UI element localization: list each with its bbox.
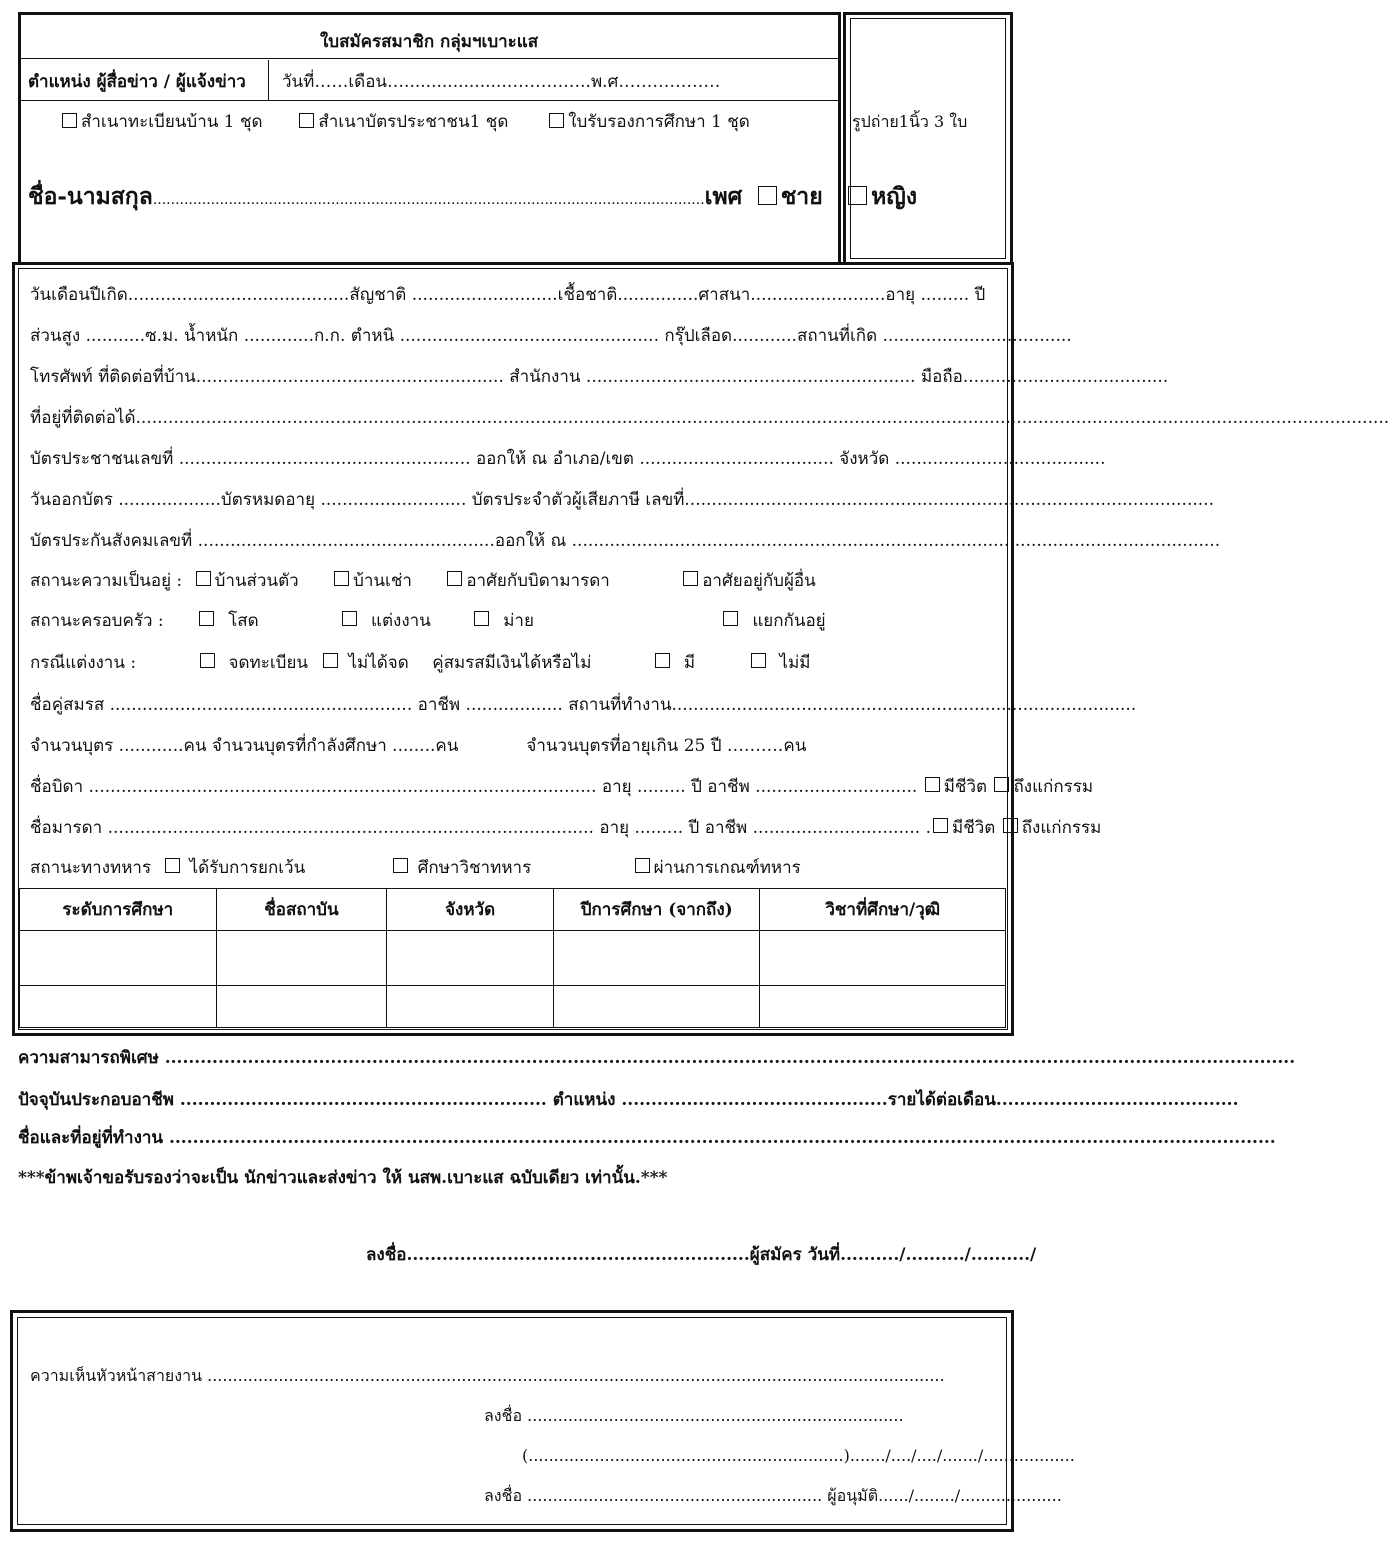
- name-label: ชื่อ-นามสกุล: [28, 183, 153, 210]
- residence-own-checkbox[interactable]: [196, 571, 211, 586]
- id-card-copy-checkbox[interactable]: [299, 113, 314, 128]
- workplace-field[interactable]: ชื่อและที่อยู่ที่ทำงาน ...........................................................................................................................................................................................: [18, 1128, 1276, 1148]
- father-fields[interactable]: ชื่อบิดา .............................................................................................. อายุ ......... ปี อาชีพ ..............................: [30, 777, 918, 797]
- body-row[interactable]: ส่วนสูง ...........ซ.ม. น้ำหนัก .............ก.ก. ตำหนิ ................................................ กรุ๊ปเลือด............สถานที่เกิด ...................................: [30, 326, 1072, 346]
- position-label: ตำแหน่ง ผู้สื่อข่าว / ผู้แจ้งข่าว: [28, 72, 246, 92]
- house-registration-checkbox[interactable]: [62, 113, 77, 128]
- father-alive-checkbox[interactable]: [925, 777, 940, 792]
- table-row[interactable]: [20, 986, 1006, 1028]
- table-cell[interactable]: [760, 931, 1006, 986]
- education-certificate-checkbox[interactable]: [549, 113, 564, 128]
- name-field[interactable]: ............................................................................................................................: [152, 192, 705, 208]
- education-header-row: [20, 889, 1006, 931]
- education-table: [19, 888, 1006, 1028]
- form-title: ใบสมัครสมาชิก กลุ่มฯเบาะแส: [320, 32, 539, 52]
- col-subject: วิชาที่ศึกษา/วุฒิ: [760, 889, 1006, 931]
- current-job-row[interactable]: ปัจจุบันประกอบอาชีพ .............................................................. ตำแหน่ง .............................................รายได้ต่อเดือน.........................................: [18, 1090, 1239, 1110]
- supervisor-signature-field[interactable]: ลงชื่อ ..........................................................................: [484, 1406, 904, 1425]
- military-training-checkbox[interactable]: [393, 858, 408, 873]
- mother-alive-checkbox[interactable]: [933, 818, 948, 833]
- table-cell[interactable]: [387, 931, 554, 986]
- military-conscripted-checkbox[interactable]: [635, 858, 650, 873]
- address-row[interactable]: ที่อยู่ที่ติดต่อได้........................................................................................................................................................................................................................................: [30, 408, 1389, 428]
- col-institution: ชื่อสถาบัน: [216, 889, 387, 931]
- table-cell[interactable]: [760, 986, 1006, 1028]
- residence-rent-checkbox[interactable]: [334, 571, 349, 586]
- table-cell[interactable]: [553, 986, 760, 1028]
- photo-label: รูปถ่าย1นิ้ว 3 ใบ: [852, 112, 968, 131]
- military-row: สถานะทางทหาร ได้รับการยกเว้น ศึกษาวิชาทหาร ผ่านการเกณฑ์ทหาร: [30, 858, 801, 878]
- table-cell[interactable]: [387, 986, 554, 1028]
- military-exempt-checkbox[interactable]: [165, 858, 180, 873]
- birth-row[interactable]: วันเดือนปีเกิด.........................................สัญชาติ ...........................เชื้อชาติ...............ศาสนา.........................อายุ ......... ปี: [30, 285, 986, 305]
- col-year: ปีการศึกษา (จากถึง): [553, 889, 760, 931]
- family-status-row: สถานะครอบครัว : โสด แต่งงาน ม่าย แยกกันอยู่: [30, 611, 826, 631]
- family-married-checkbox[interactable]: [342, 611, 357, 626]
- father-deceased-checkbox[interactable]: [994, 777, 1009, 792]
- married-row: กรณีแต่งงาน : จดทะเบียน ไม่ได้จด คู่สมรสมีเงินได้หรือไม่ มี ไม่มี: [30, 653, 811, 673]
- mother-row: ชื่อมารดา .......................................................................................... อายุ ......... ปี อาชีพ ............................... . มีชีวิต ถึงแก่กรรม: [30, 818, 1102, 838]
- name-row: ชื่อ-นามสกุล............................................................................................................................เพศ ชาย หญิง: [28, 183, 918, 210]
- marriage-unregistered-checkbox[interactable]: [323, 653, 338, 668]
- sex-male-checkbox[interactable]: [758, 186, 777, 205]
- supervisor-name-date-field[interactable]: (..............................................................)......./..../..../......./..................: [522, 1446, 1075, 1465]
- table-cell[interactable]: [553, 931, 760, 986]
- col-education-level: ระดับการศึกษา: [20, 889, 217, 931]
- col-province: จังหวัด: [387, 889, 554, 931]
- card-dates-row[interactable]: วันออกบัตร ...................บัตรหมดอายุ ........................... บัตรประจำตัวผู้เสียภาษี เลขที่..................................................................................................: [30, 490, 1214, 510]
- table-cell[interactable]: [20, 931, 217, 986]
- spouse-income-yes-checkbox[interactable]: [655, 653, 670, 668]
- phone-row[interactable]: โทรศัพท์ ที่ติดต่อที่บ้าน......................................................... สำนักงาน ............................................................. มือถือ......................................: [30, 367, 1169, 387]
- residence-row: สถานะความเป็นอยู่ : บ้านส่วนตัว บ้านเช่า อาศัยกับบิดามารดา อาศัยอยู่กับผู้อื่น: [30, 571, 816, 591]
- marriage-registered-checkbox[interactable]: [200, 653, 215, 668]
- supervisor-opinion-field[interactable]: ความเห็นหัวหน้าสายงาน .................................................................................................................................................: [30, 1366, 945, 1385]
- id-card-row[interactable]: บัตรประชาชนเลขที่ ...................................................... ออกให้ ณ อำเภอ/เขต .................................... จังหวัด .......................................: [30, 449, 1106, 469]
- mother-fields[interactable]: ชื่อมารดา .......................................................................................... อายุ ......... ปี อาชีพ ............................... .: [30, 818, 931, 838]
- spouse-row[interactable]: ชื่อคู่สมรส ........................................................ อาชีพ .................. สถานที่ทำงาน......................................................................................: [30, 695, 1137, 715]
- special-skills-field[interactable]: ความสามารถพิเศษ ...............................................................................................................................................................................................: [18, 1048, 1296, 1068]
- applicant-signature-field[interactable]: ลงชื่อ..........................................................ผู้สมัคร วันที่........../........../........../: [366, 1245, 1037, 1265]
- spouse-income-no-checkbox[interactable]: [751, 653, 766, 668]
- application-date-field[interactable]: วันที่……เดือน…...................……….…..พ.ศ………………: [282, 72, 721, 92]
- table-row[interactable]: [20, 931, 1006, 986]
- children-row[interactable]: จำนวนบุตร ............คน จำนวนบุตรที่กำลังศึกษา ........คน จำนวนบุตรที่อายุเกิน 25 ปี ……….คน: [30, 736, 807, 756]
- family-single-checkbox[interactable]: [199, 611, 214, 626]
- family-separated-checkbox[interactable]: [723, 611, 738, 626]
- documents-row: สำเนาทะเบียนบ้าน 1 ชุด สำเนาบัตรประชาชน1 ชุด ใบรับรองการศึกษา 1 ชุด: [60, 112, 750, 132]
- residence-others-checkbox[interactable]: [683, 571, 698, 586]
- social-security-row[interactable]: บัตรประกันสังคมเลขที่ .......................................................ออกให้ ณ ........................................................................................................................: [30, 531, 1221, 551]
- table-cell[interactable]: [216, 986, 387, 1028]
- family-widowed-checkbox[interactable]: [474, 611, 489, 626]
- mother-deceased-checkbox[interactable]: [1003, 818, 1018, 833]
- residence-parents-checkbox[interactable]: [447, 571, 462, 586]
- approver-signature-row[interactable]: ลงชื่อ .......................................................... ผู้อนุมัติ....../......../....................: [484, 1486, 1062, 1505]
- table-cell[interactable]: [216, 931, 387, 986]
- sex-label: เพศ: [704, 183, 743, 210]
- father-row: ชื่อบิดา .............................................................................................. อายุ ......... ปี อาชีพ .............................. มีชีวิต ถึงแก่กรรม: [30, 777, 1094, 797]
- table-cell[interactable]: [20, 986, 217, 1028]
- certification-text: ***ข้าพเจ้าขอรับรองว่าจะเป็น นักข่าวและส่งข่าว ให้ นสพ.เบาะแส ฉบับเดียว เท่านั้น.***: [18, 1168, 668, 1188]
